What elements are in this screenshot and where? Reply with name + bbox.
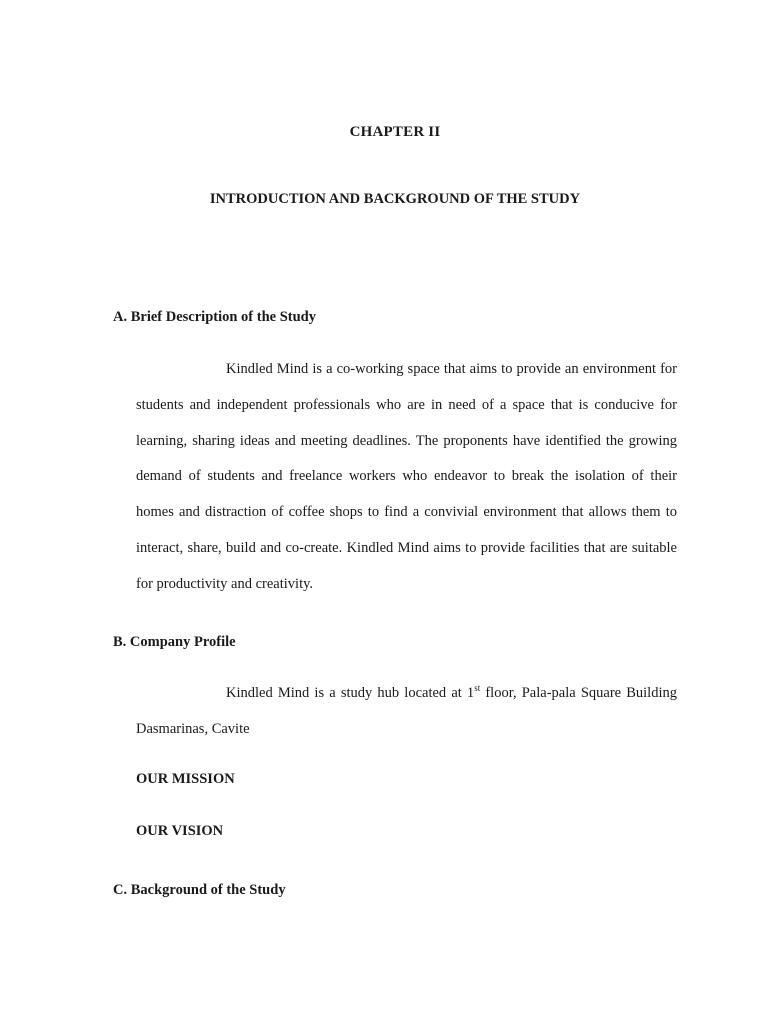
mission-heading: OUR MISSION xyxy=(136,771,235,787)
section-b-paragraph xyxy=(136,676,677,748)
section-b-heading: B. Company Profile xyxy=(113,634,236,650)
vision-heading: OUR VISION xyxy=(136,823,224,839)
chapter-title: CHAPTER II xyxy=(349,124,441,140)
section-a-text: Kindled Mind is a co-working space that aims to provide an environment for students and independent professionals who are in need of a space that is conducive for learning, sharing ideas and meeting deadlines. The proponents have identified the growing demand of students and freelance workers who endeavor to break the isolation of their homes and distraction of coffee shops to find a convivial environment that allows them to interact, share, build and co-create. Kindled Mind aims to provide facilities that are suitable for productivity and creativity. xyxy=(136,361,677,592)
section-a-heading: A. Brief Description of the Study xyxy=(113,309,316,325)
section-a-paragraph xyxy=(136,352,677,603)
section-c-heading: C. Background of the Study xyxy=(113,882,286,898)
section-b-text xyxy=(136,676,677,748)
section-b-text-start: Kindled Mind is a study hub located at 1 xyxy=(226,685,475,701)
chapter-subtitle: INTRODUCTION AND BACKGROUND OF THE STUDY xyxy=(209,191,581,207)
ordinal-suffix: st xyxy=(474,683,481,694)
section-b-text-end: floor, Pala-pala Square Building Dasmarinas, Cavite xyxy=(136,685,677,737)
